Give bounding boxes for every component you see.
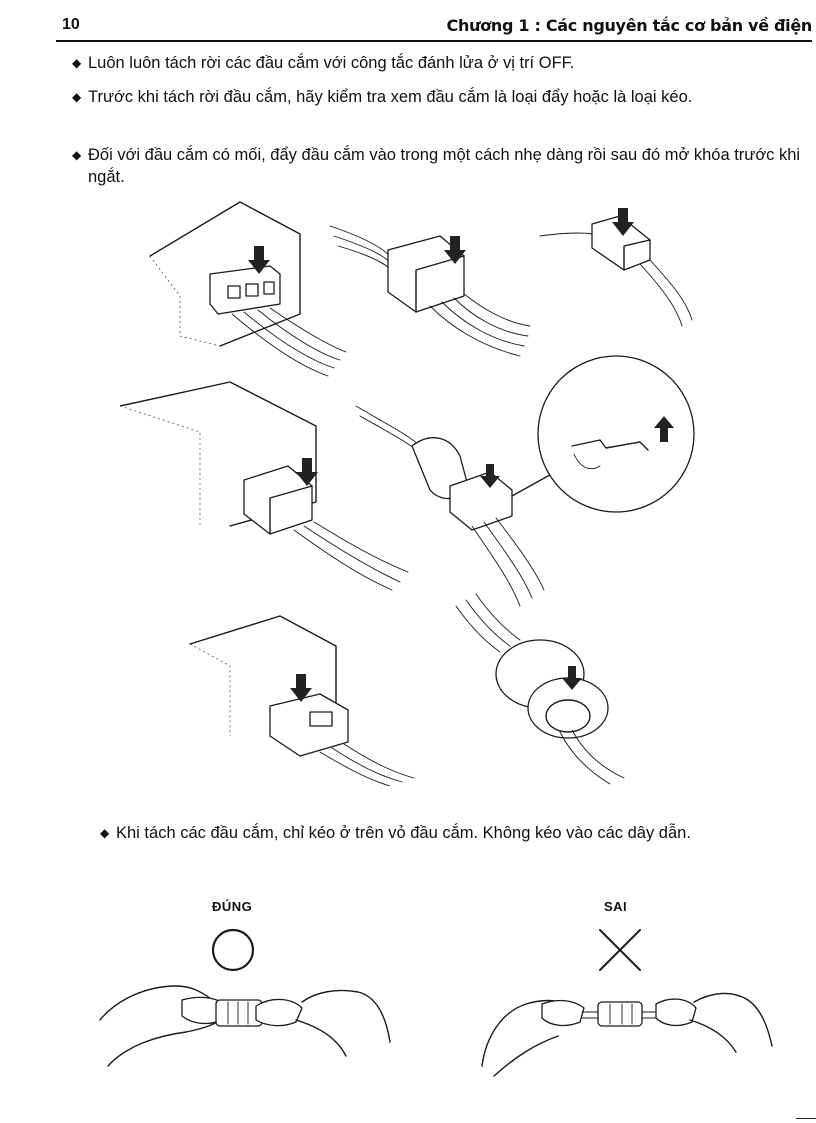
bullet-item-unlock	[72, 144, 808, 188]
connector-illustration-7	[456, 594, 624, 784]
bullet-item-ignition-off	[72, 52, 808, 74]
bullet-diamond-icon: ◆	[72, 56, 82, 70]
bullet-diamond-icon: ◆	[72, 148, 82, 162]
connector-illustration-3	[540, 208, 692, 326]
bullet-text: Trước khi tách rời đầu cắm, hãy kiểm tra xem đầu cắm là loại đẩy hoặc là loại kéo.	[88, 88, 693, 106]
wrong-illustration	[482, 930, 772, 1076]
chapter-title: Chương 1 : Các nguyên tắc cơ bản về điện	[446, 16, 812, 35]
bullet-text: Luôn luôn tách rời các đầu cắm với công tắc đánh lửa ở vị trí OFF.	[88, 54, 575, 72]
page-number: 10	[62, 16, 80, 33]
corner-mark	[796, 1118, 816, 1119]
bullet-item-pull-housing	[100, 822, 816, 844]
correct-label: ĐÚNG	[212, 899, 253, 914]
bullet-text: Khi tách các đầu cắm, chỉ kéo ở trên vỏ đầu cắm. Không kéo vào các dây dẫn.	[116, 824, 691, 842]
connector-illustration-4	[120, 382, 408, 590]
correct-illustration	[100, 930, 390, 1066]
bullet-diamond-icon: ◆	[72, 90, 82, 104]
connector-illustration-1	[150, 202, 346, 376]
bullet-diamond-icon: ◆	[100, 826, 110, 840]
bullet-text: Đối với đầu cắm có mối, đẩy đầu cắm vào trong một cách nhẹ dàng rồi sau đó mở khóa trước khi ngắt.	[88, 146, 801, 186]
connector-illustrations	[120, 196, 800, 786]
header-rule	[56, 40, 812, 42]
connector-illustration-5	[356, 356, 694, 606]
bullet-item-check-type	[72, 86, 808, 108]
page-header	[56, 12, 812, 40]
connector-illustration-6	[190, 616, 414, 786]
connector-illustration-2	[330, 226, 530, 356]
cross-wrong-icon	[600, 930, 640, 970]
circle-correct-icon	[213, 930, 253, 970]
hands-illustrations	[96, 916, 776, 1080]
wrong-label: SAI	[604, 899, 628, 914]
